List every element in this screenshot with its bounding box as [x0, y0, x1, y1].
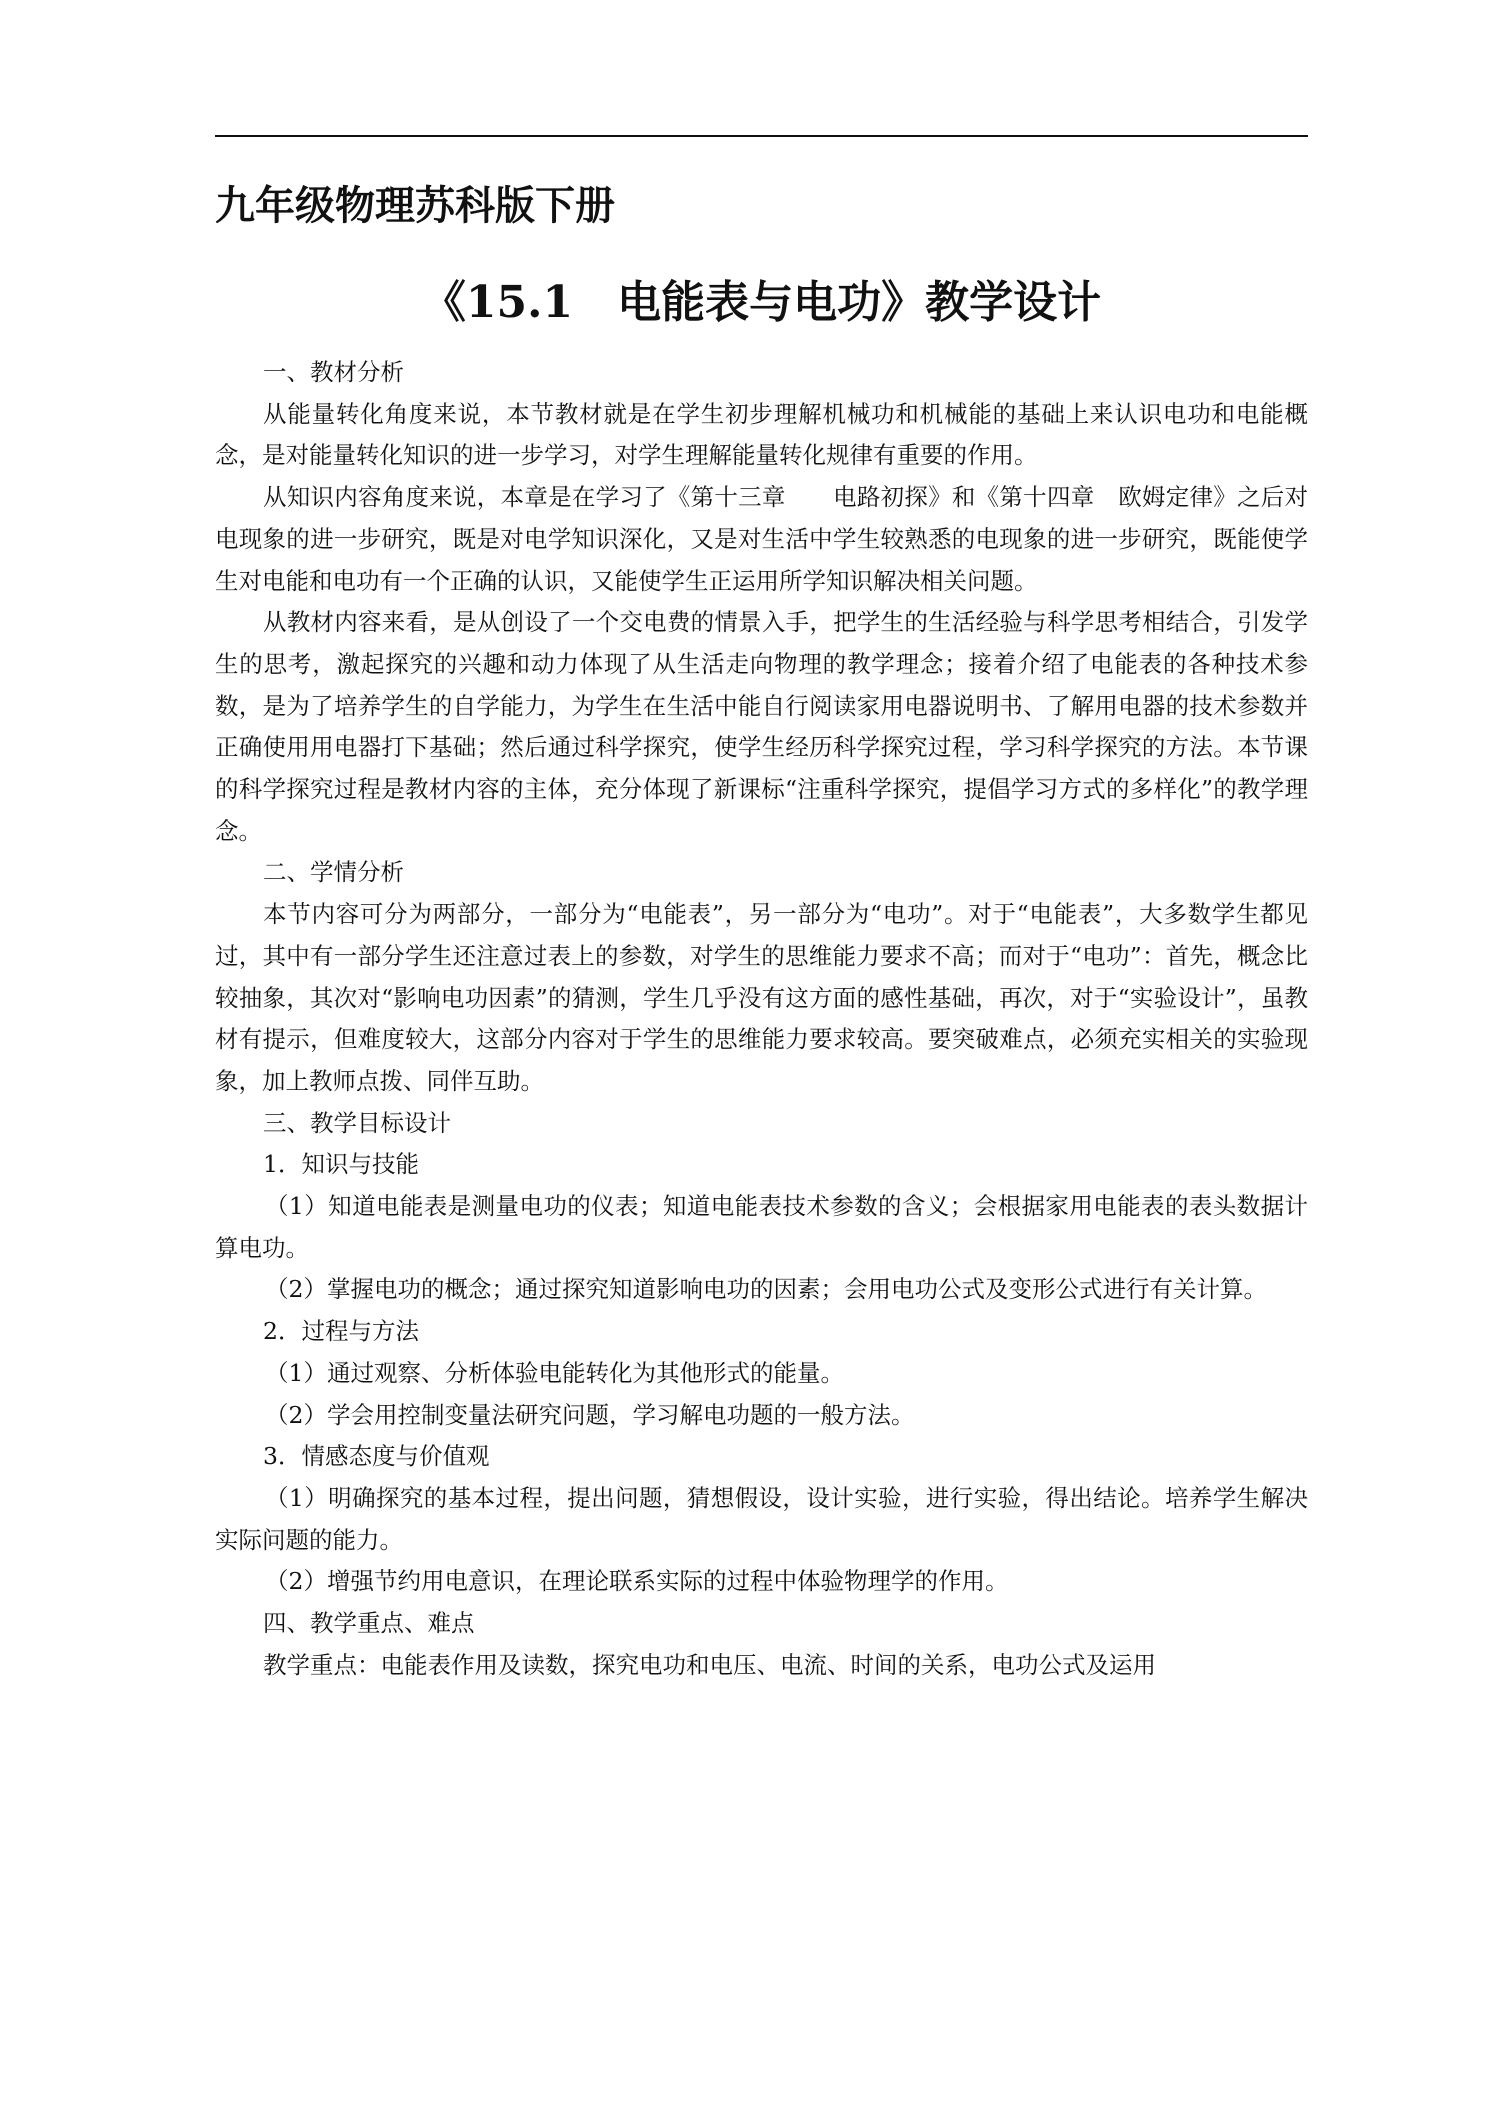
subsection-heading-attitudes-values: 3．情感态度与价值观	[263, 1442, 490, 1471]
list-item: （1）通过观察、分析体验电能转化为其他形式的能量。	[265, 1358, 844, 1387]
paragraph: 从能量转化角度来说，本节教材就是在学生初步理解机械功和机械能的基础上来认识电功和电能概念，是对能量转化知识的进一步学习，对学生理解能量转化规律有重要的作用。	[215, 399, 1308, 470]
document-title: 《15.1 电能表与电功》教学设计	[421, 277, 1102, 328]
list-item: （2）增强节约用电意识，在理论联系实际的过程中体验物理学的作用。	[265, 1567, 1009, 1596]
subsection-heading-knowledge-skills: 1．知识与技能	[263, 1150, 419, 1179]
section-heading-teaching-goals: 三、教学目标设计	[263, 1108, 451, 1137]
section-heading-key-points: 四、教学重点、难点	[263, 1609, 475, 1638]
subsection-heading-process-methods: 2．过程与方法	[263, 1317, 419, 1346]
header-rule	[215, 135, 1308, 137]
list-item: （1）明确探究的基本过程，提出问题，猜想假设，设计实验，进行实验，得出结论。培养学生解决实际问题的能力。	[215, 1483, 1308, 1554]
list-item: （1）知道电能表是测量电功的仪表；知道电能表技术参数的含义；会根据家用电能表的表头数据计算电功。	[215, 1192, 1308, 1262]
document-body	[215, 352, 1308, 1687]
paragraph: 从知识内容角度来说，本章是在学习了《第十三章 电路初探》和《第十四章 欧姆定律》之后对电现象的进一步研究，既是对电学知识深化，又是对生活中学生较熟悉的电现象的进一步研究，既能使学生对电能和电功有一个正确的认识，又能使学生正运用所学知识解决相关问题。	[215, 483, 1308, 595]
list-item: （2）学会用控制变量法研究问题，学习解电功题的一般方法。	[265, 1400, 915, 1429]
paragraph: 从教材内容来看，是从创设了一个交电费的情景入手，把学生的生活经验与科学思考相结合，引发学生的思考，激起探究的兴趣和动力体现了从生活走向物理的教学理念；接着介绍了电能表的各种技术参数，是为了培养学生的自学能力，为学生在生活中能自行阅读家用电器说明书、了解用电器的技术参数并正确使用用电器打下基础；然后通过科学探究，使学生经历科学探究过程，学习科学探究的方法。本节课的科学探究过程是教材内容的主体，充分体现了新课标“注重科学探究，提倡学习方式的多样化”的教学理念。	[215, 608, 1308, 845]
document-header: 九年级物理苏科版下册	[215, 182, 615, 229]
section-heading-textbook-analysis: 一、教材分析	[263, 358, 404, 386]
paragraph: 本节内容可分为两部分，一部分为“电能表”，另一部分为“电功”。对于“电能表”，大多数学生都见过，其中有一部分学生还注意过表上的参数，对学生的思维能力要求不高；而对于“电功”：首先，概念比较抽象，其次对“影响电功因素”的猜测，学生几乎没有这方面的感性基础，再次，对于“实验设计”，虽教材有提示，但难度较大，这部分内容对于学生的思维能力要求较高。要突破难点，必须充实相关的实验现象，加上教师点拨、同伴互助。	[215, 900, 1308, 1095]
list-item: （2）掌握电功的概念；通过探究知道影响电功的因素；会用电功公式及变形公式进行有关计算。	[265, 1275, 1267, 1304]
section-heading-student-analysis: 二、学情分析	[263, 858, 404, 887]
paragraph: 教学重点：电能表作用及读数，探究电功和电压、电流、时间的关系，电功公式及运用	[263, 1650, 1156, 1679]
